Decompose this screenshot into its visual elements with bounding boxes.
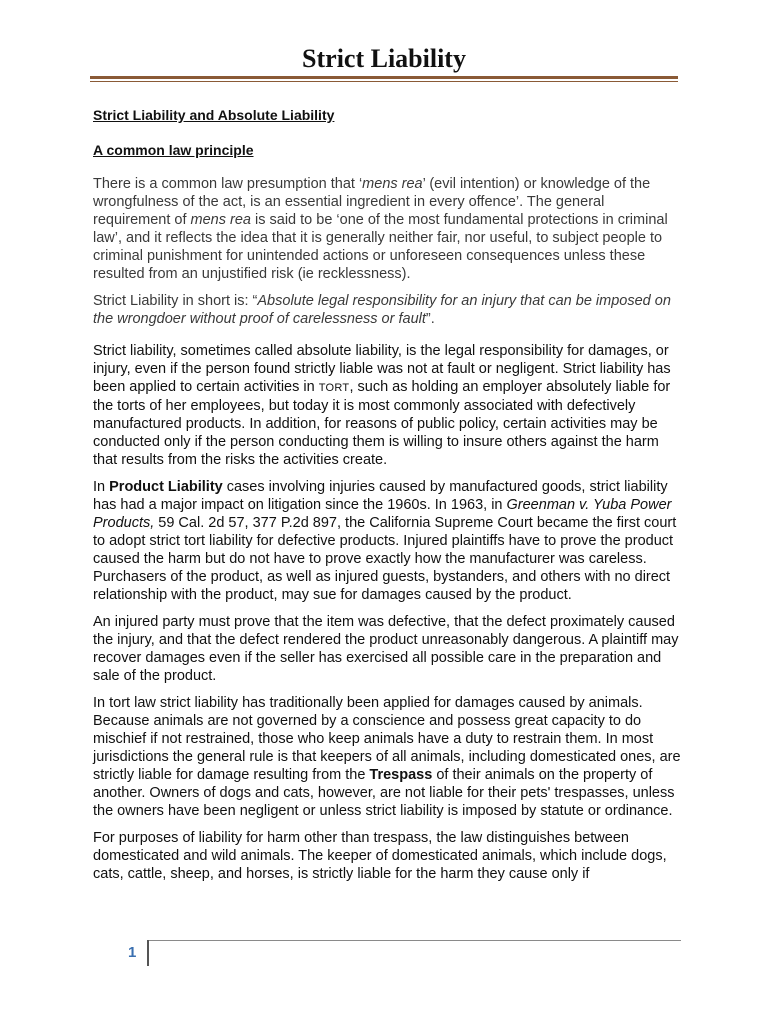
paragraph-definition [93,292,683,328]
italic-term: mens rea [362,176,423,192]
bold-term: Product Liability [109,479,223,495]
text-run: cases involving injuries caused by manufactured goods, strict liability has had a major impact on litigation since the 1960s. In 1963, in [93,479,668,513]
title-rule-thick [90,76,678,79]
text-run: ’ (evil intention) or knowledge of the wrongfulness of the act, is an essential ingredient in every offence’. The general requirement of [93,176,651,228]
section-heading: Strict Liability and Absolute Liability [93,107,335,123]
text-run: Strict Liability in short is: “ [93,293,258,309]
text-run: ”. [425,311,435,327]
italic-definition: Absolute legal responsibility for an injury that can be imposed on the wrongdoer without proof of carelessness or fault [93,293,671,327]
text-run: In [93,479,110,495]
italic-term: mens rea [190,212,251,228]
paragraph-strict-liability [93,342,683,469]
document-body [93,106,683,883]
paragraph-mens-rea [93,175,683,283]
tort-term: TORT [318,382,350,394]
text-run: is said to be ‘one of the most fundamental protections in criminal law’, and it reflects the idea that it is generally neither fair, nor useful, to subject people to criminal punishment for unintended actions or unforeseen consequences unless these resulted from an unjustified risk (ie recklessness). [93,212,668,282]
paragraph-animals [93,694,683,820]
text-run: There is a common law presumption that ‘ [93,176,363,192]
case-citation: Greenman v. Yuba Power Products, [93,497,672,531]
paragraph-domesticated-animals: For purposes of liability for harm other than trespass, the law distinguishes between domesticated and wild animals. The keeper of domesticated animals, which include dogs, cats, cattle, sheep, and horses, is strictly liable for the harm they cause only if [93,830,667,882]
paragraph-injured-party: An injured party must prove that the item was defective, that the defect proximately caused the injury, and that the defect rendered the product unreasonably dangerous. A plaintiff may recover damages even if the seller has exercised all possible care in the preparation and sale of the product. [93,614,679,684]
page-title: Strict Liability [302,44,466,73]
text-run: 59 Cal. 2d 57, 377 P.2d 897, the California Supreme Court became the first court to adopt strict tort liability for defective products. Injured plaintiffs have to prove the product caused the harm but do not have to prove exactly how the manufacturer was careless. Purchasers of the product, as well as injured guests, bystanders, and others with no direct relationship with the product, may sue for damages caused by the product. [93,515,677,603]
footer-rule [149,940,681,941]
title-rule-thin [90,81,678,82]
text-run: of their animals on the property of another. Owners of dogs and cats, however, are not liable for their pets' trespasses, unless the owners have been negligent or unless strict liability is imposed by statute or ordinance. [93,767,675,819]
text-run: Strict liability, sometimes called absolute liability, is the legal responsibility for damages, or injury, even if the person found strictly liable was not at fault or negligent. Strict liability has been applied to certain activities in [93,343,671,395]
paragraph-product-liability [93,478,683,604]
subsection-heading: A common law principle [93,142,254,158]
page-number: 1 [128,944,137,961]
text-run: , such as holding an employer absolutely liable for the torts of her employees, but today it is most commonly associated with defectively manufactured products. In addition, for reasons of public policy, certain activities may be conducted only if the person conducting them is willing to insure others against the harm that results from the risks the activities create. [93,379,671,468]
text-run: In tort law strict liability has traditionally been applied for damages caused by animals. Because animals are not governed by a conscience and possess great capacity to do mischief if not restrained, those who keep animals have a duty to restrain them. In most jurisdictions the general rule is that keepers of all animals, including domesticated ones, are strictly liable for damage resulting from the [93,695,681,783]
footer-divider [147,940,149,966]
bold-term: Trespass [369,767,433,783]
